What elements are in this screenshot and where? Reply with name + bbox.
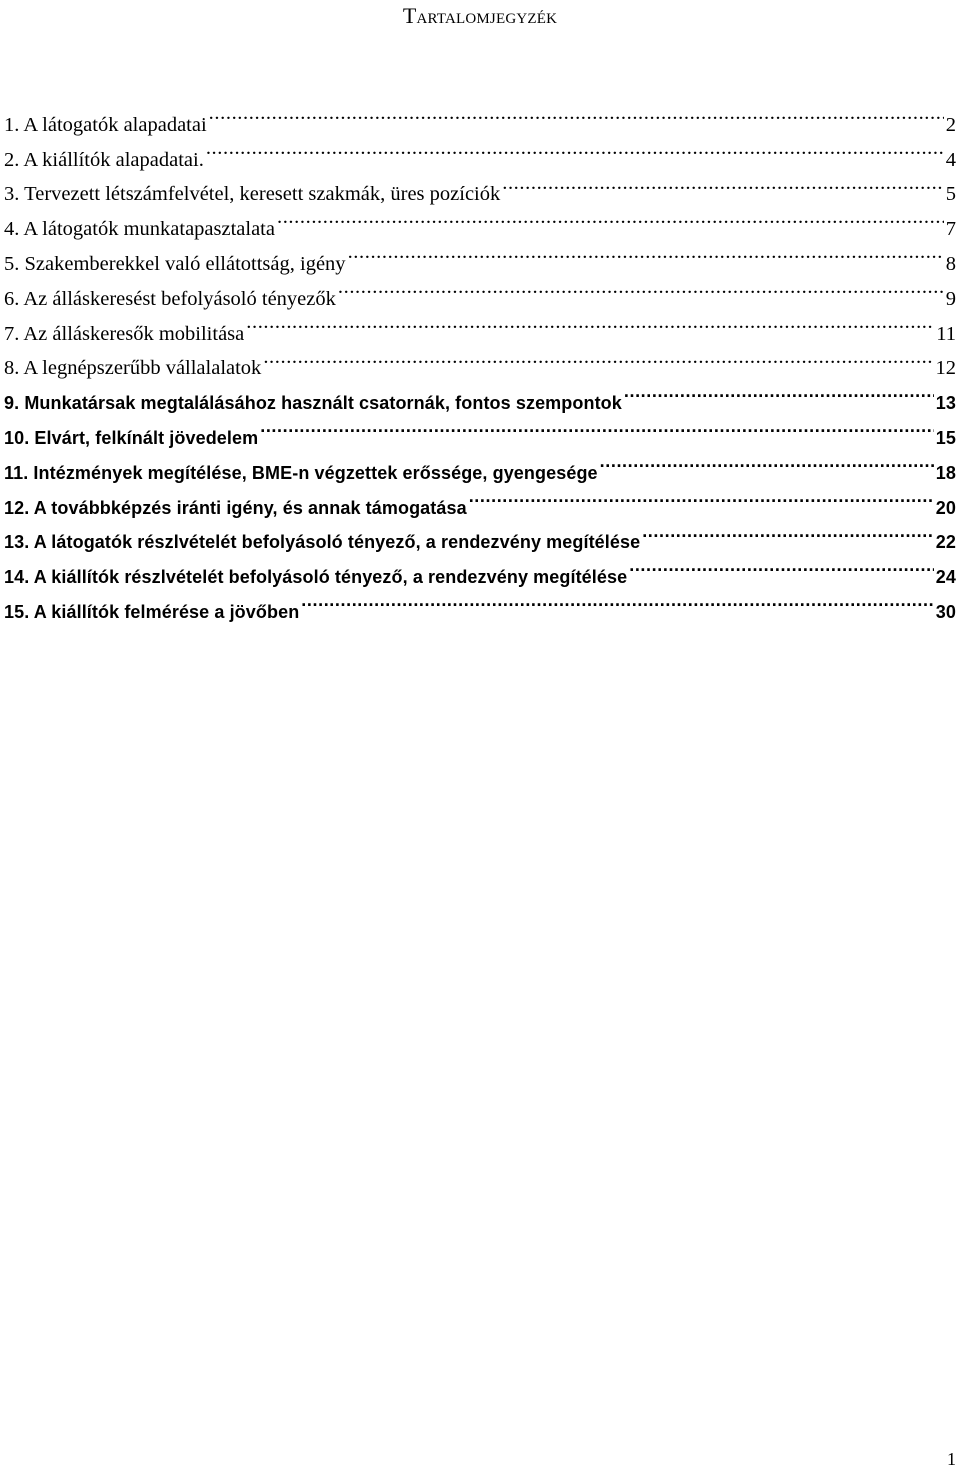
toc-entry[interactable] bbox=[4, 96, 956, 136]
toc-entry-title: 10. Elvárt, felkínált jövedelem bbox=[4, 427, 259, 448]
toc-entry-title: 1. A látogatók alapadatai bbox=[4, 113, 207, 136]
toc-entry-page: 22 bbox=[935, 532, 956, 553]
toc-entry-page: 30 bbox=[935, 601, 956, 622]
toc-entry-page: 9 bbox=[945, 287, 956, 310]
page-title: Tartalomjegyzék bbox=[402, 3, 558, 28]
toc-dot-leader bbox=[348, 235, 944, 270]
toc-dot-leader bbox=[301, 583, 933, 618]
toc-dot-leader bbox=[206, 131, 944, 166]
toc-entry-page: 5 bbox=[945, 183, 956, 206]
toc-dot-leader bbox=[469, 479, 934, 514]
toc-entry-page: 18 bbox=[935, 462, 956, 483]
toc-entry-title: 12. A továbbképzés iránti igény, és annak támogatása bbox=[4, 497, 467, 518]
toc-dot-leader bbox=[277, 200, 944, 235]
toc-entry-page: 8 bbox=[945, 252, 956, 275]
toc-entry-page: 24 bbox=[935, 567, 956, 588]
toc-entry-title: 13. A látogatók részlvételét befolyásoló tényező, a rendezvény megítélése bbox=[4, 532, 641, 553]
toc-entry-title: 14. A kiállítók részlvételét befolyásoló tényező, a rendezvény megítélése bbox=[4, 567, 628, 588]
toc-dot-leader bbox=[209, 96, 944, 131]
toc-dot-leader bbox=[624, 374, 934, 409]
toc-entry-title: 3. Tervezett létszámfelvétel, keresett szakmák, üres pozíciók bbox=[4, 183, 501, 206]
toc-dot-leader bbox=[642, 514, 934, 549]
toc-dot-leader bbox=[338, 270, 944, 305]
toc-dot-leader bbox=[246, 305, 934, 340]
toc-entry-title: 4. A látogatók munkatapasztalata bbox=[4, 218, 275, 241]
toc-entry-title: 7. Az álláskeresők mobilitása bbox=[4, 322, 245, 345]
toc-entry-page: 15 bbox=[935, 427, 956, 448]
page-number: 1 bbox=[947, 1449, 956, 1469]
toc-entry-title: 11. Intézmények megítélése, BME-n végzettek erőssége, gyengesége bbox=[4, 462, 598, 483]
toc-dot-leader bbox=[600, 444, 934, 479]
toc-entry-page: 7 bbox=[945, 218, 956, 241]
toc-dot-leader bbox=[629, 548, 934, 583]
toc-entry-page: 2 bbox=[945, 113, 956, 136]
toc-entry-page: 13 bbox=[935, 393, 956, 414]
toc-entry-title: 5. Szakemberekkel való ellátottság, igény bbox=[4, 252, 346, 275]
toc-dot-leader bbox=[502, 166, 944, 201]
table-of-contents bbox=[4, 96, 956, 622]
toc-entry-title: 15. A kiállítók felmérése a jövőben bbox=[4, 601, 300, 622]
toc-entry-page: 4 bbox=[945, 148, 956, 171]
toc-dot-leader bbox=[263, 340, 933, 375]
toc-entry-page: 20 bbox=[935, 497, 956, 518]
toc-entry-title: 9. Munkatársak megtalálásához használt csatornák, fontos szempontok bbox=[4, 393, 622, 414]
toc-entry-title: 2. A kiállítók alapadatai. bbox=[4, 148, 204, 171]
toc-dot-leader bbox=[260, 409, 934, 444]
toc-entry-title: 8. A legnépszerűbb vállalalatok bbox=[4, 357, 262, 380]
toc-entry-page: 12 bbox=[935, 357, 956, 380]
toc-entry-page: 11 bbox=[936, 322, 956, 345]
toc-entry-title: 6. Az álláskeresést befolyásoló tényezők bbox=[4, 287, 336, 310]
